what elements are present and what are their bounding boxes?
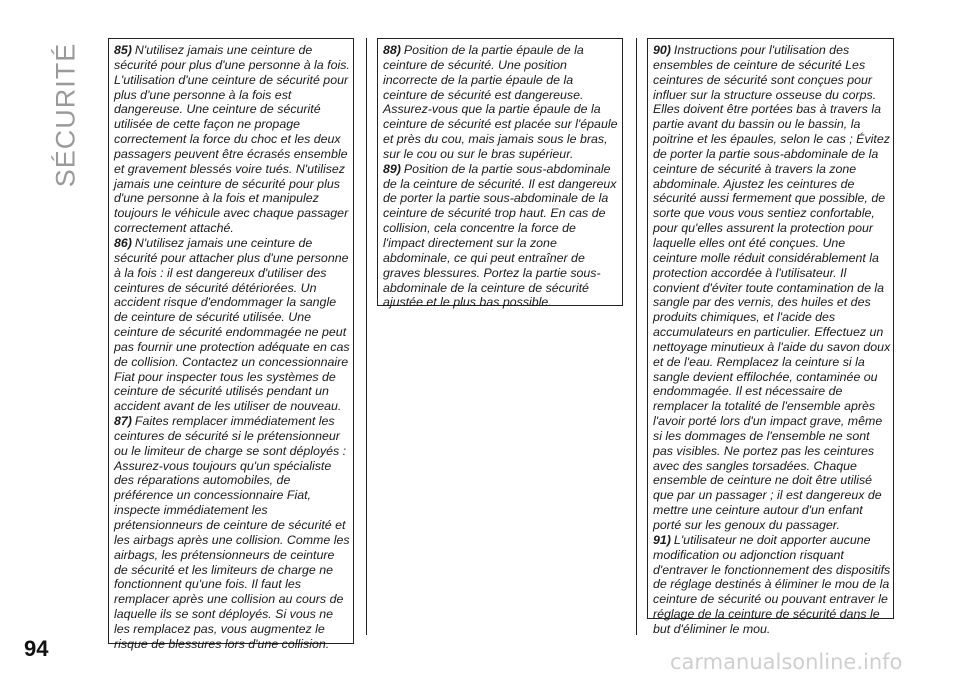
note-89 (383, 162, 620, 310)
note-number: 86) (114, 235, 132, 250)
note-text: Faites remplacer immédiatement les ceintures de sécurité si le prétensionneur ou le limiteur de charge se sont déployés : Assurez-vous toujours qu'un spécialiste des réparations automobiles, de préférence un concessionnaire Fiat, inspecte immédiatement les prétensionneurs de ceinture de sécurité et les airbags après une collision. Comme les airbags, les prétensionneurs de ceinture de sécurité et les limiteurs de charge ne fonctionnent qu'une fois. Il faut les remplacer après une collision au cours de laquelle ils se sont déployés. Si vous ne les remplacez pas, vous augmentez le risque de blessures lors d'une collision. (114, 414, 350, 651)
note-text: L'utilisateur ne doit apporter aucune modification ou adjonction risquant d'entraver le fonctionnement des dispositifs de réglage destinés à éliminer le mou de la ceinture de sécurité ou pouvant entraver le réglage de la ceinture de sécurité dans le but d'éliminer le mou. (653, 532, 891, 636)
note-text: Position de la partie épaule de la ceinture de sécurité. Une position incorrecte de la partie épaule de la ceinture de sécurité est dangereuse. Assurez-vous que la partie épaule de la ceinture de sécurité est placée sur l'épaule et près du cou, mais jamais sous le bras, sur le cou ou sur le bras supérieur. (383, 43, 618, 161)
note-text: Position de la partie sous-abdominale de la ceinture de sécurité. Il est dangereux de porter la partie sous-abdominale de la ceinture de sécurité trop haut. En cas de collision, cela concentre la force de l'impact directement sur la zone abdominale, ce qui peut entraîner de graves blessures. Portez la partie sous-abdominale de la ceinture de sécurité ajustée et le plus bas possible. (383, 161, 617, 310)
note-text: N'utilisez jamais une ceinture de sécurité pour plus d'une personne à la fois. L'utilisation d'une ceinture de sécurité pour plus d'une personne à la fois est dangereuse. Une ceinture de sécurité utilisée de cette façon ne propage correctement la force du choc et les deux passagers peuvent être écrasés ensemble et gravement blessés voire tués. N'utilisez jamais une ceinture de sécurité pour plus d'une personne à la fois et manipulez toujours le véhicule avec chaque passager correctement attaché. (114, 43, 350, 236)
note-number: 89) (383, 161, 401, 176)
note-86 (114, 236, 351, 414)
note-88 (383, 43, 620, 162)
note-number: 87) (114, 414, 132, 429)
column-divider (366, 38, 367, 635)
note-number: 88) (383, 43, 401, 57)
warning-box-2 (377, 38, 623, 310)
note-87 (114, 414, 351, 652)
section-label (36, 30, 96, 200)
note-number: 85) (114, 43, 132, 57)
watermark: carmanualsonline.info (670, 650, 903, 674)
section-label-text: SÉCURITÉ (50, 42, 81, 188)
note-number: 90) (653, 43, 671, 57)
page-number: 94 (24, 636, 49, 661)
warning-box-1 (108, 38, 354, 651)
warning-box-3 (647, 38, 894, 636)
note-text: Instructions pour l'utilisation des ensembles de ceinture de sécurité Les ceintures de sécurité sont conçues pour influer sur la structure osseuse du corps. Elles doivent être portées bas à travers la partie avant du bassin ou le bassin, la poitrine et les épaules, selon le cas ; Évitez de porter la partie sous-abdominale de la ceinture de sécurité à travers la zone abdominale. Ajustez les ceintures de sécurité aussi fermement que possible, de sorte que vous vous sentiez confortable, pour qu'elles assurent la protection pour laquelle elles ont été conçues. Une ceinture molle réduit considérablement la protection accordée à l'utilisateur. Il convient d'éviter toute contamination de la sangle par des vernis, des huiles et des produits chimiques, et l'acide des accumulateurs en particulier. Effectuez un nettoyage minutieux à l'aide du savon doux et de l'eau. Remplacez la ceinture si la sangle devient effilochée, contaminée ou endommagée. Il est nécessaire de remplacer la totalité de l'ensemble après l'avoir porté lors d'un impact grave, même si les dommages de l'ensemble ne sont pas visibles. Ne portez pas les ceintures avec des sangles torsadées. Chaque ensemble de ceinture ne doit être utilisé que par un passager ; il est dangereux de mettre une ceinture autour d'un enfant porté sur les genoux du passager. (653, 43, 891, 532)
column-divider (636, 38, 637, 635)
note-number: 91) (653, 532, 671, 547)
note-91 (653, 533, 891, 637)
note-85 (114, 43, 351, 236)
note-text: N'utilisez jamais une ceinture de sécurité pour attacher plus d'une personne à la fois : il est dangereux d'utiliser des ceintures de sécurité détériorées. Un accident risque d'endommager la sangle de ceinture de sécurité utilisée. Une ceinture de sécurité endommagée ne peut pas fournir une protection adéquate en cas de collision. Contactez un concessionnaire Fiat pour inspecter tous les systèmes de ceinture de sécurité utilisés pendant un accident avant de les utiliser de nouveau. (114, 235, 350, 414)
note-90 (653, 43, 891, 533)
